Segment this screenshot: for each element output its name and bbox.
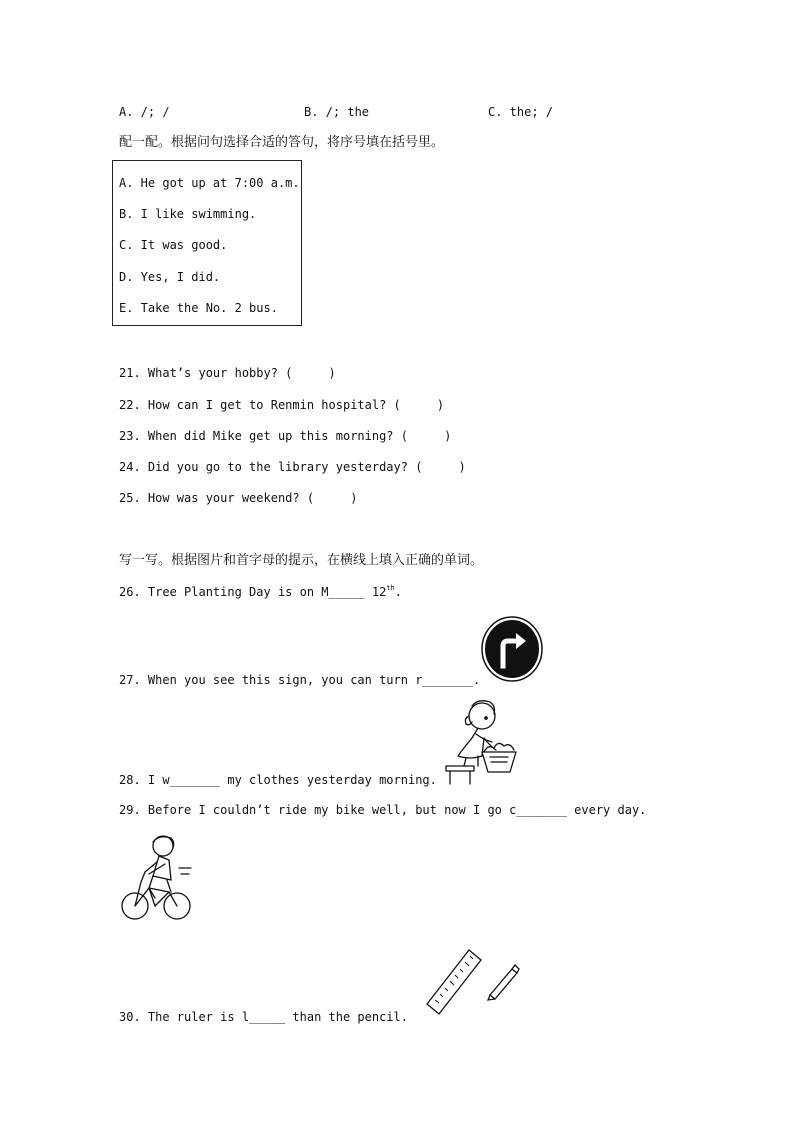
turn-right-sign-icon [481, 616, 543, 682]
option-b: B. /; the [304, 105, 370, 119]
write-instruction: 写一写。根据图片和首字母的提示，在横线上填入正确的单词。 [119, 553, 484, 568]
answer-option: B. I like swimming. [119, 207, 257, 221]
answer-option: E. Take the No. 2 bus. [119, 301, 278, 315]
question-24: 24. Did you go to the library yesterday? ( ) [119, 460, 466, 474]
ruler-icon [425, 948, 485, 1016]
pencil-icon [486, 963, 520, 1001]
question-28: 28. I w_______ my clothes yesterday morning. [119, 773, 437, 787]
question-27: 27. When you see this sign, you can turn r_______. [119, 673, 481, 687]
question-26 [119, 584, 402, 600]
match-instruction: 配一配。根据问句选择合适的答句，将序号填在括号里。 [119, 135, 445, 150]
question-26-end: . [394, 585, 402, 599]
child-cycling-icon [119, 832, 195, 924]
answer-option: A. He got up at 7:00 a.m. [119, 176, 300, 190]
question-23: 23. When did Mike get up this morning? ( ) [119, 429, 452, 443]
answer-option: C. It was good. [119, 238, 228, 252]
question-30: 30. The ruler is l_____ than the pencil. [119, 1010, 408, 1024]
question-29: 29. Before I couldn’t ride my bike well, but now I go c_______ every day. [119, 803, 647, 817]
answer-option: D. Yes, I did. [119, 270, 221, 284]
question-26-text: 26. Tree Planting Day is on M_____ 12 [119, 585, 387, 599]
girl-washing-clothes-icon [434, 694, 520, 786]
question-25: 25. How was your weekend? ( ) [119, 491, 358, 505]
option-c: C. the; / [488, 105, 554, 119]
question-21: 21. What’s your hobby? ( ) [119, 366, 336, 380]
ordinal-suffix: th [386, 584, 395, 592]
question-22: 22. How can I get to Renmin hospital? ( ) [119, 398, 445, 412]
option-a: A. /; / [119, 105, 170, 119]
answer-box [112, 160, 302, 326]
